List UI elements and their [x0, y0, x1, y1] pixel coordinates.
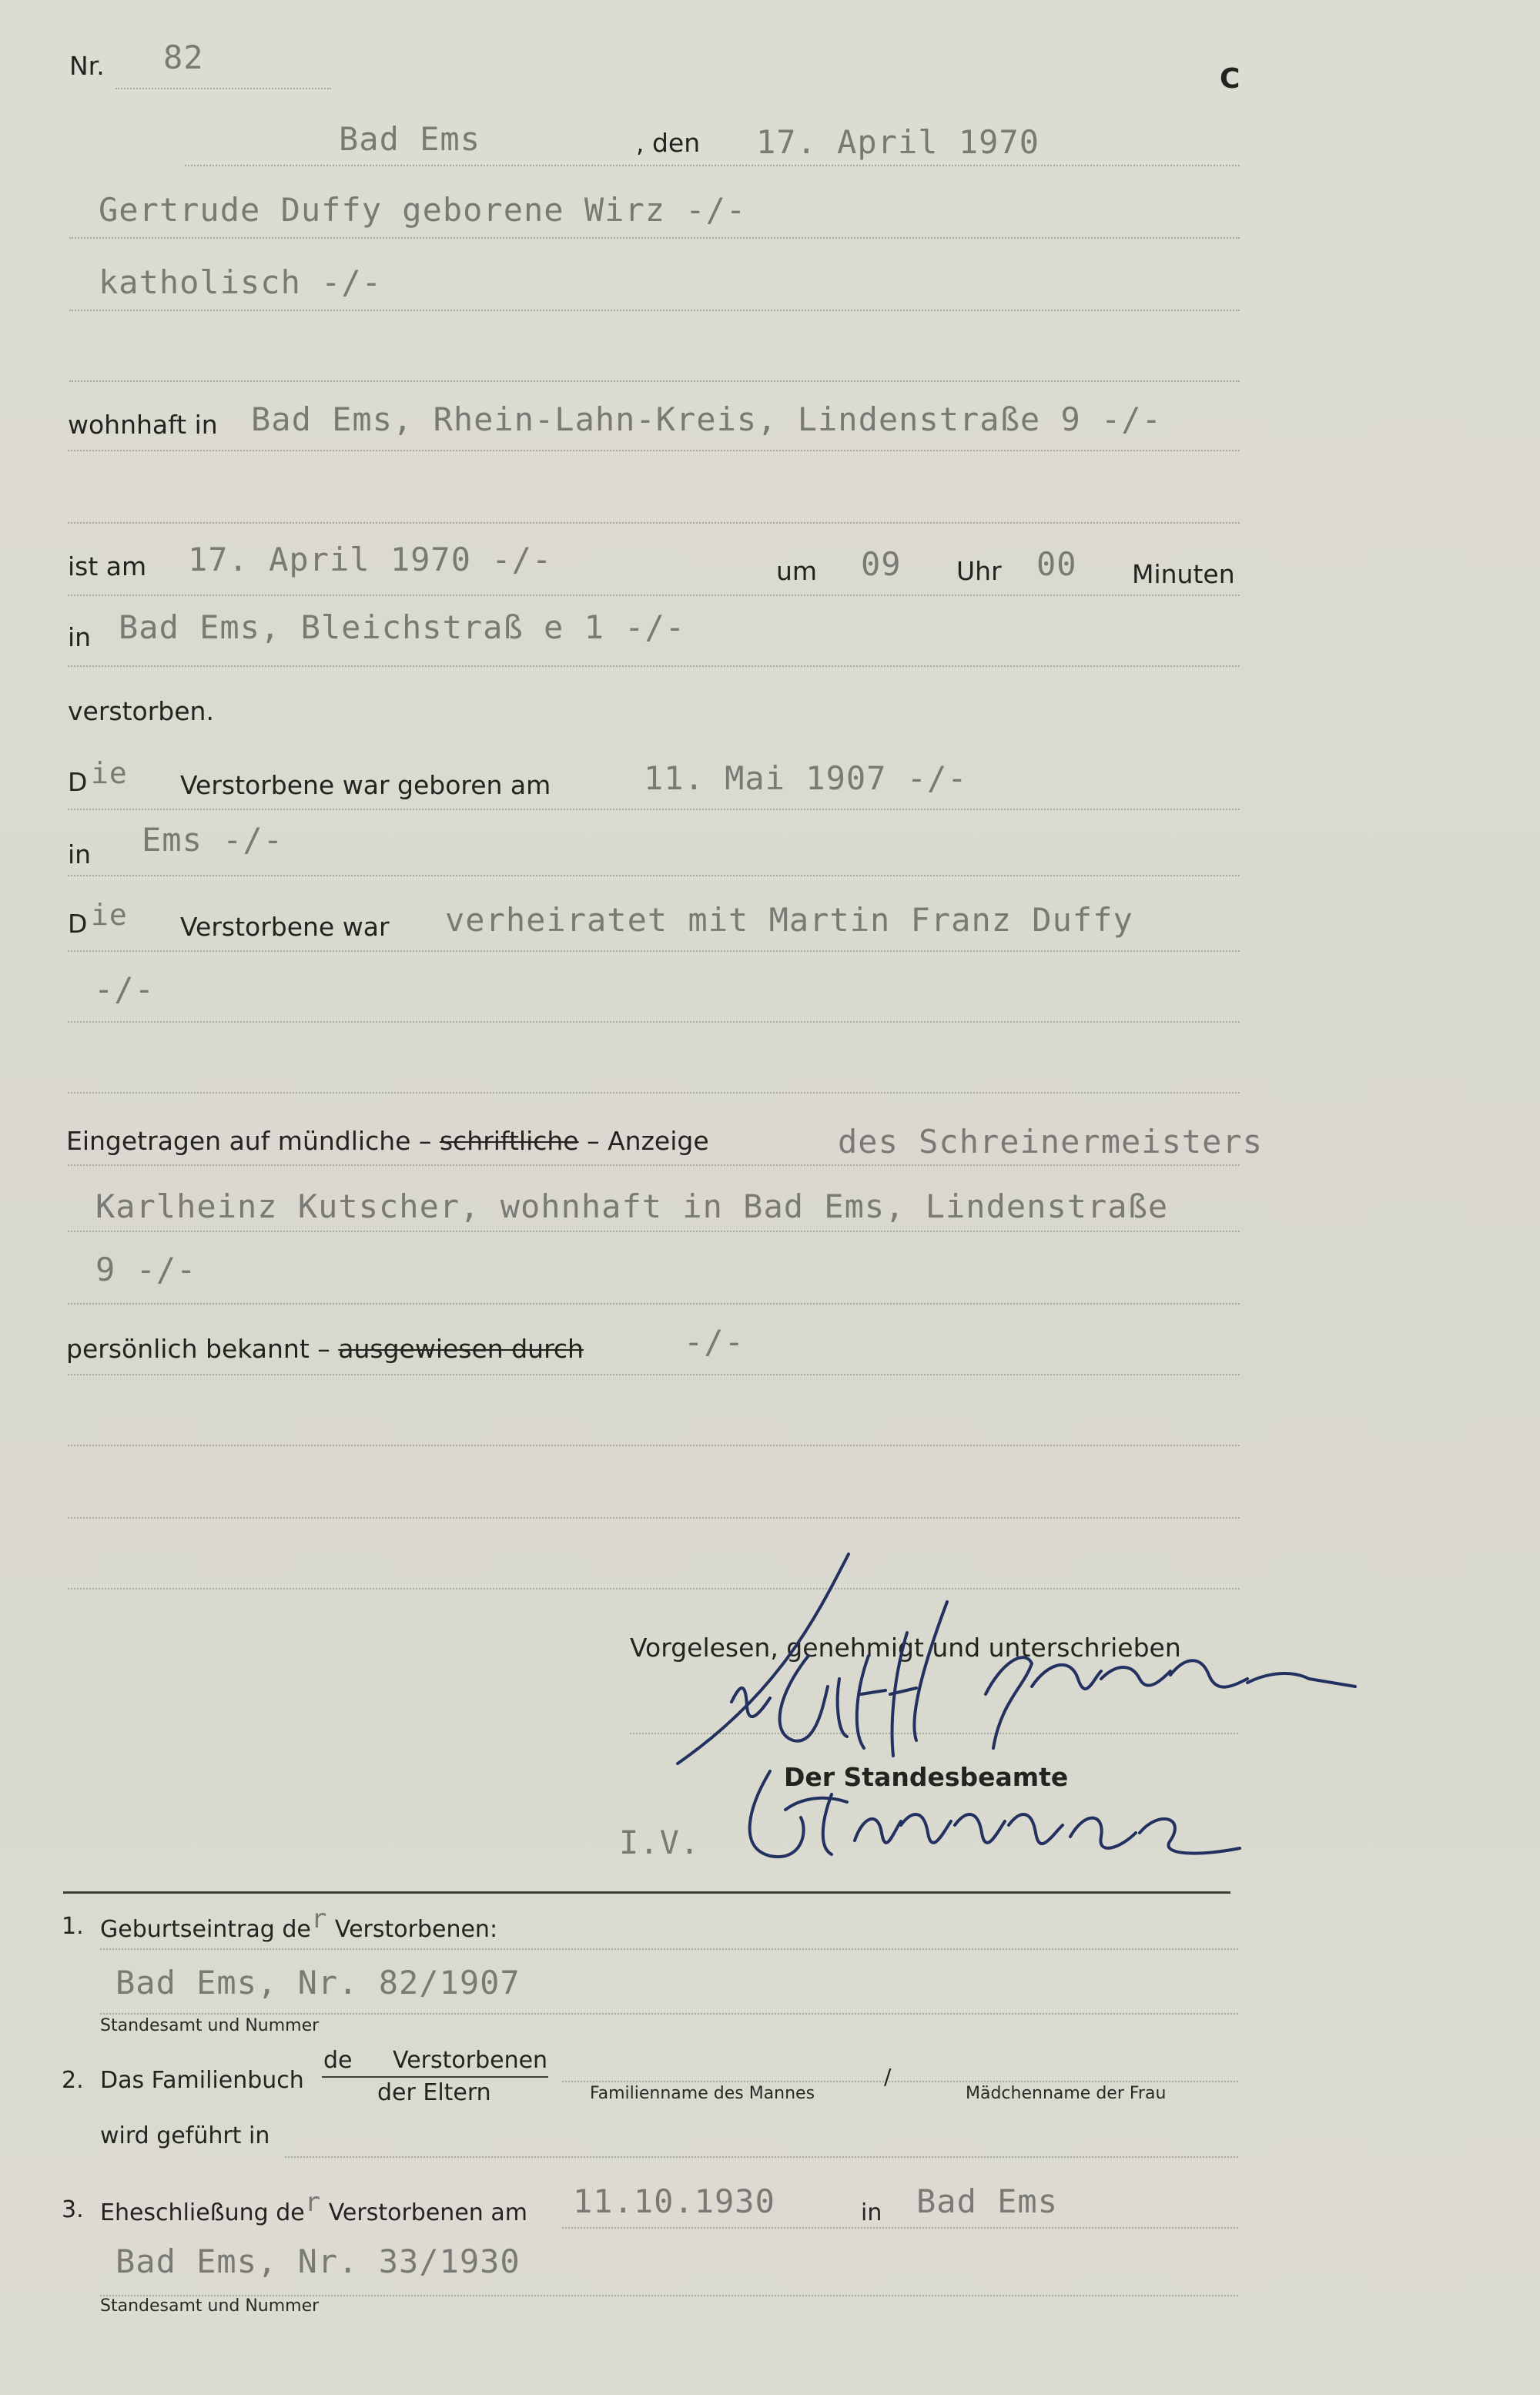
- marital-label: Verstorbene war: [180, 912, 390, 942]
- residence-line: [68, 450, 1240, 451]
- nr-label: Nr.: [69, 51, 105, 81]
- note-2-caption-a: Familienname des Mannes: [590, 2084, 815, 2103]
- note-1-line-1: [100, 1948, 1238, 1950]
- note-3-label-a: Eheschließung de: [100, 2199, 305, 2226]
- corner-mark: C: [1220, 63, 1240, 95]
- marital-d-suffix: ie: [91, 898, 128, 932]
- birth-d-prefix: D: [68, 767, 88, 797]
- note-2-label: Das Familienbuch: [100, 2067, 304, 2094]
- note-2-line-2: [285, 2156, 1238, 2158]
- note-3-number: 3.: [62, 2196, 84, 2223]
- marital-value: verheiratet mit Martin Franz Duffy: [445, 901, 1133, 939]
- death-minutes: 00: [1036, 545, 1077, 583]
- note-2-frac-top-b: Verstorbenen: [393, 2047, 548, 2074]
- section-divider: [63, 1891, 1230, 1894]
- note-2-number: 2.: [62, 2067, 84, 2094]
- note-2-frac-bottom: der Eltern: [377, 2079, 491, 2106]
- report-line-2: [68, 1231, 1240, 1232]
- note-2-frac-top-a: de: [323, 2047, 353, 2074]
- note-1-line-2: [100, 2013, 1238, 2015]
- uhr-label: Uhr: [956, 556, 1002, 586]
- marital-d-prefix: D: [68, 909, 88, 939]
- note-1-label-b: Verstorbenen:: [334, 1916, 498, 1943]
- nr-line: [116, 88, 331, 89]
- report-line-3: [68, 1303, 1240, 1305]
- note-3-line-1: [562, 2227, 1238, 2229]
- den-label: , den: [636, 128, 701, 158]
- birth-label: Verstorbene war geboren am: [180, 770, 551, 800]
- blank-line-4: [68, 1445, 1240, 1446]
- report-value-2: Karlheinz Kutscher, wohnhaft in Bad Ems, Lindenstraße: [95, 1187, 1169, 1225]
- nr-value: 82: [163, 39, 204, 76]
- death-place-label: in: [68, 622, 92, 652]
- note-2-fraction-bar: [322, 2076, 548, 2078]
- note-1-number: 1.: [62, 1913, 84, 1940]
- birth-place-label: in: [68, 839, 92, 869]
- registrar-label: Der Standesbeamte: [784, 1762, 1069, 1792]
- read-approved-label: Vorgelesen, genehmigt und unterschrieben: [630, 1633, 1181, 1663]
- identity-label-a: persönlich bekannt –: [66, 1334, 330, 1364]
- note-3-in-label: in: [861, 2199, 882, 2226]
- note-2-caption-b: Mädchenname der Frau: [966, 2084, 1167, 2103]
- death-date: 17. April 1970 -/-: [188, 541, 553, 578]
- blank-line-2: [68, 522, 1240, 524]
- birth-d-suffix: ie: [91, 756, 128, 790]
- note-1-caption: Standesamt und Nummer: [100, 2016, 320, 2035]
- death-place-line: [68, 665, 1240, 667]
- note-3-date: 11.10.1930: [573, 2182, 775, 2220]
- registrar-signature: [739, 1764, 1263, 1887]
- note-2-line-1: [562, 2081, 1238, 2082]
- note-1-value: Bad Ems, Nr. 82/1907: [116, 1964, 521, 2001]
- report-label-b: – Anzeige: [587, 1126, 709, 1156]
- blank-line-3: [68, 1092, 1240, 1094]
- marital-line-2: [68, 1021, 1240, 1023]
- birth-place: Ems -/-: [142, 821, 284, 859]
- um-label: um: [776, 556, 818, 586]
- death-date-label: ist am: [68, 551, 147, 581]
- note-3-value: Bad Ems, Nr. 33/1930: [116, 2243, 521, 2280]
- note-3-place: Bad Ems: [916, 2182, 1059, 2220]
- record-date: 17. April 1970: [756, 123, 1040, 161]
- identity-label-struck: ausgewiesen durch: [338, 1334, 584, 1364]
- report-line-1: [68, 1164, 1240, 1166]
- death-place: Bad Ems, Bleichstraß e 1 -/-: [119, 608, 686, 646]
- religion-line: [69, 310, 1240, 311]
- birth-date-line: [68, 809, 1240, 810]
- report-value-1: des Schreinermeisters: [838, 1123, 1264, 1161]
- verstorben-label: verstorben.: [68, 696, 214, 726]
- residence-value: Bad Ems, Rhein-Lahn-Kreis, Lindenstraße 9 -/-: [251, 400, 1162, 438]
- deceased-name: Gertrude Duffy geborene Wirz -/-: [99, 191, 747, 229]
- report-label-a: Eingetragen auf mündliche –: [66, 1126, 432, 1156]
- minuten-label: Minuten: [1132, 559, 1235, 589]
- note-2-label-2: wird geführt in: [100, 2122, 270, 2149]
- report-label-row: [66, 1126, 709, 1156]
- birth-place-line: [68, 875, 1240, 876]
- note-1-label-row: [100, 1904, 498, 1944]
- identity-line: [68, 1374, 1240, 1375]
- note-3-label-sup: r: [304, 2187, 322, 2218]
- name-line: [69, 237, 1240, 239]
- religion: katholisch -/-: [99, 263, 383, 301]
- note-3-label-row: [100, 2187, 527, 2227]
- death-hour: 09: [861, 545, 902, 583]
- note-1-label-sup: r: [310, 1904, 328, 1934]
- note-3-label-b: Verstorbenen am: [328, 2199, 527, 2226]
- birth-date: 11. Mai 1907 -/-: [644, 759, 968, 797]
- place-of-record: Bad Ems: [339, 120, 481, 158]
- iv-label: I.V.: [619, 1824, 701, 1861]
- note-1-label-a: Geburtseintrag de: [100, 1916, 311, 1943]
- residence-label: wohnhaft in: [68, 410, 218, 440]
- marital-value-cont: -/-: [94, 970, 155, 1008]
- death-date-line: [68, 595, 1240, 596]
- report-label-struck: schriftliche: [439, 1126, 579, 1156]
- note-2-slash: /: [884, 2064, 892, 2089]
- note-3-caption: Standesamt und Nummer: [100, 2296, 320, 2316]
- date-line: [185, 165, 1240, 166]
- blank-line: [69, 380, 1240, 382]
- blank-line-5: [68, 1517, 1240, 1519]
- identity-value: -/-: [684, 1323, 745, 1361]
- report-value-3: 9 -/-: [95, 1251, 197, 1288]
- identity-label-row: [66, 1334, 584, 1364]
- marital-line: [68, 950, 1240, 952]
